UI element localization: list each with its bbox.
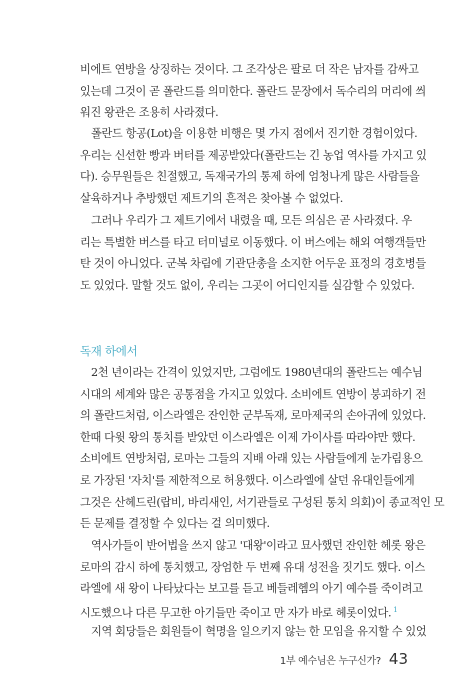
- text-line: 2천 년이라는 간격이 있었지만, 그럼에도 1980년대의 폴란드는 예수님: [91, 366, 423, 379]
- paragraph: [80, 59, 426, 124]
- text-line: 그러나 우리가 그 제트기에서 내렸을 때, 모든 의심은 곧 사라졌다. 우: [91, 214, 412, 227]
- text-line: 라엘에 새 왕이 나타났다는 보고를 듣고 베들레헴의 아기 예수를 죽이려고: [80, 582, 423, 596]
- paragraph: [80, 210, 426, 296]
- text-line: 역사가들이 반어법을 쓰지 않고 '대왕'이라고 묘사했던 잔인한 헤롯 왕은: [91, 539, 426, 552]
- paragraph: [80, 362, 445, 535]
- text-line: 로마의 감시 하에 통치했고, 장엄한 두 번째 유대 성전을 짓기도 했다. 이스: [80, 560, 425, 574]
- text-line: 워진 왕관은 조용히 사라졌다.: [80, 106, 219, 120]
- text-line: 있는데 그것이 곧 폴란드를 의미한다. 폴란드 문장에서 독수리의 머리에 씌: [80, 84, 426, 98]
- text-line: 우리는 신선한 빵과 버터를 제공받았다(폴란드는 긴 농업 역사를 가지고 있: [80, 148, 427, 162]
- text-line: 리는 특별한 버스를 타고 터미널로 이동했다. 이 버스에는 해외 여행객들만: [80, 235, 426, 249]
- page-number: 43: [388, 650, 408, 668]
- text-line: 탄 것이 아니었다. 군복 차림에 기관단총을 소지한 어두운 표정의 경호병들: [80, 257, 426, 271]
- text-line: 비에트 연방을 상징하는 것이다. 그 조각상은 팔로 더 작은 남자를 감싸고: [80, 63, 419, 76]
- text-line: 그것은 산헤드린(랍비, 바리새인, 서기관들로 구성된 통치 의회)이 종교적인 모: [80, 495, 445, 509]
- text-line: 다). 승무원들은 친절했고, 독재국가의 통제 하에 엄청나게 많은 사람들을: [80, 170, 420, 184]
- text-line: [80, 600, 410, 622]
- text-line: 도 있었다. 말할 것도 없이, 우리는 그곳이 어디인지를 실감할 수 있었다.: [80, 278, 415, 292]
- page-footer: [280, 650, 408, 668]
- text-line: 시대의 세계와 많은 공통점을 가지고 있었다. 소비에트 연방이 붕괴하기 전: [80, 387, 426, 401]
- text-line: 소비에트 연방처럼, 로마는 그들의 지배 아래 있는 사람들에게 눈가림용으: [80, 452, 423, 466]
- text-line: 든 문제를 결정할 수 있다는 걸 의미했다.: [80, 517, 270, 531]
- text-line: 지역 회당들은 회원들이 혁명을 일으키지 않는 한 모임을 유지할 수 있었: [91, 625, 427, 638]
- text-line-content: 시도했으나 다른 무고한 아기들만 죽이고 만 자가 바로 헤롯이었다.: [80, 606, 392, 620]
- text-line: 의 폴란드처럼, 이스라엘은 잔인한 군부독재, 로마제국의 손아귀에 있었다.: [80, 409, 426, 423]
- paragraph: [80, 621, 427, 643]
- running-title: 1부 예수님은 누구신가?: [279, 656, 381, 667]
- paragraph: [80, 123, 427, 209]
- section-heading: 독재 하에서: [80, 344, 138, 358]
- text-line: 로 가장된 '자치'를 제한적으로 허용했다. 이스라엘에 살던 유대인들에게: [80, 473, 415, 487]
- text-line: 한때 다윗 왕의 통치를 받았던 이스라엘은 이제 가이사를 따라야만 했다.: [80, 430, 416, 444]
- footnote-marker[interactable]: 1: [393, 605, 398, 614]
- text-line: 살육하거나 추방했던 제트기의 흔적은 찾아볼 수 없었다.: [80, 191, 343, 205]
- text-line: 폴란드 항공(Lot)을 이용한 비행은 몇 가지 점에서 진기한 경험이었다.: [91, 127, 418, 140]
- paragraph: [80, 535, 426, 621]
